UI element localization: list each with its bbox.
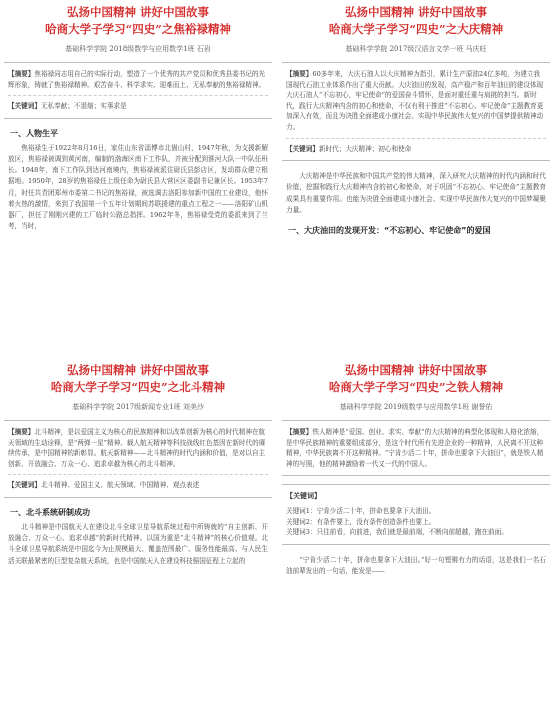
page-title-line2: 哈商大学子学习“四史”之北斗精神 [50,380,226,394]
body-paragraph: 北斗精神是中国航天人在建设北斗全球卫星导航系统过程中所铸就的“自主创新、开放融合、万众一心、追求卓越”的新时代精神。以国为重是“北斗精神”的核心价值观。北斗全球卫星导航系统是中国迄今为止规模最大、覆盖范围最广、服务性能最高、与人民生活关联最紧密的巨型复杂航天系统，也是中国航天人在建设科技强国征程上立起的 [8,522,268,565]
keyword-line: 关键词2：有条件要上，没有条件创造条件也要上。 [286,517,436,526]
keywords-text: 北斗精神、爱国主义、航天领域、中国精神、观点表述 [40,481,200,490]
page-title-line1: 弘扬中国精神 讲好中国故事 [66,363,209,377]
abstract [8,69,268,90]
author-byline: 基础科学学院 2019级数学与应用数学1班 谢誉佑 [339,403,493,411]
keywords-label: 【关键词】 [8,481,41,490]
abstract-label: 【摘要】 [286,70,313,78]
author-byline: 基础科学学院 2018级数学与应用数学1班 石岩 [65,45,211,53]
article-page-beidou [4,362,272,714]
article-page-jiaoyulu [4,4,272,356]
page-title-line2: 哈商大学子学习“四史”之焦裕禄精神 [45,22,231,36]
page-title-line2: 哈商大学子学习“四史”之铁人精神 [328,380,504,394]
abstract [8,427,268,469]
author-byline: 基础科学学院 2017级汉语言文学一班 马庆旺 [345,45,487,53]
keywords-box [282,484,550,544]
article-page-tieren [282,362,550,714]
page-title-line2: 哈商大学子学习“四史”之大庆精神 [328,22,504,36]
keywords [286,138,546,155]
abstract-label: 【摘要】 [8,428,35,436]
body-paragraph: 大庆精神是中华民族和中国共产党的伟大精神，深入研究大庆精神的时代内涵和时代价值，挖掘和践行大庆精神内含的初心和使命，对于巩固“不忘初心、牢记使命”主题教育成果具有重要作用。也能为决胜全面建成小康社会、实现中华民族伟大复兴的中国梦凝聚力量。 [286,172,546,214]
page-title-line1: 弘扬中国精神 讲好中国故事 [66,5,209,19]
author-byline: 基础科学学院 2017级新闻专业1班 刘美沙 [72,403,204,411]
keywords-label: 【关键词】 [286,491,321,501]
page-title-line1: 弘扬中国精神 讲好中国故事 [344,5,487,19]
abstract-text: 焦裕禄同志用自己的实际行动，塑造了一个优秀的共产党员和优秀县委书记的光辉形象，铸就了焦裕禄精神。艰苦奋斗、科学求实、迎难而上、无私奉献的焦裕禄精神。 [8,70,266,89]
keywords-label: 【关键词】 [8,102,41,111]
abstract [286,427,546,469]
section-heading: 一、大庆油田的发现开发：“不忘初心、牢记使命”的爱国 [288,225,491,235]
page-title-line1: 弘扬中国精神 讲好中国故事 [344,363,487,377]
keyword-line: 关键词3：只往前看，向前进，我们就是最前端，不断向前超越，跑在前面。 [286,528,508,537]
abstract-label: 【摘要】 [8,70,35,78]
keywords-text: 无私奉献；不退缩；实事求是 [40,102,127,111]
keywords-text: 新时代；大庆精神；初心和使命 [318,144,412,153]
article-page-daqing [282,4,550,356]
abstract-text: 铁人精神是“爱国、创业、求实、奉献”的大庆精神的典型化体现和人格化浓缩，是中华民族精神的重要组成部分，是这个时代所有先进企业的一种精神，人民离不开这种精神，中华民族离不开这种精神。“宁肯少活二十年，拼命也要拿下大油田”，就是铁人精神的写照，他的精神激励着一代又一代的中国人。 [286,428,544,468]
abstract-box [282,420,550,476]
abstract-label: 【摘要】 [286,428,313,436]
body-paragraph: 焦裕禄生于1922年8月16日，家住山东省淄博市北崮山村，1947年秋，为支援新解放区，焦裕禄被调到黄河南，编制的渤海区南下工作队，并被分配到淮河大队一中队任班长。1948年，南下工作队到达河南境内，焦裕禄被派往尉氏县彭店区，发动群众建立根据地。1950年，28岁的焦裕禄任上级任命为尉氏县大营区区委副书记兼区长。1953年7月，时任共青团郑州市委第二书记的焦裕禄，被选调去洛阳参加新中国的工业建设，他怀着火热的激情，来到了我国第一个五年计划期间苏联援建的重点工程之一——洛阳矿山机器厂，担任了刚刚兴建的工厂临时公路总指挥。1962年冬，焦裕禄受党的委派来到了兰考，当时， [8,143,268,231]
abstract-text: 北斗精神，是以爱国主义为核心的民族精神和以改革创新为核心的时代精神在航天领域的生动诠释，是“两弹一星”精神、载人航天精神等科技战线红色基因在新时代的赓续传承，是中国精神的新彰显。航天新精神——北斗精神的时代内涵和价值，是对以自主创新、开放融合、万众一心、追求卓越为核心的北斗精神。 [8,428,266,468]
abstract [286,69,546,133]
keywords-label: 【关键词】 [286,144,319,153]
keyword-line: 关键词1：宁肯少活二十年，拼命也要拿下大油田。 [286,506,436,515]
keywords [8,474,268,491]
abstract-box [4,420,272,498]
abstract-box [282,62,550,161]
abstract-text: 60多年来，大庆石油人以大庆精神为指引，累计生产原油24亿多吨，为建立我国现代石油工业体系作出了重大贡献。大庆油田的发现，高产稳产和百年油田的建设体现大庆石油人“不忘初心，牢记使命”的爱国奋斗情怀，是面对重任重与肩挑的担当。新时代，践行大庆精神内含的初心和使命，不仅有利于推进“不忘初心、牢记使命”主题教育更加深入有效，而且为决胜全面建成小康社会、实现中华民族伟大复兴的中国梦提供精神动力。 [286,70,544,131]
section-heading: 一、人物生平 [10,128,58,138]
body-paragraph: “宁肯少活二十年，拼命也要拿下大油田。”好一句铿锵有力的话语，这是我们一名石油前辈发出的一句话，能发是—— [286,555,546,575]
keywords [8,95,268,112]
section-heading: 一、北斗系统研制成功 [10,507,90,517]
abstract-box [4,62,272,119]
